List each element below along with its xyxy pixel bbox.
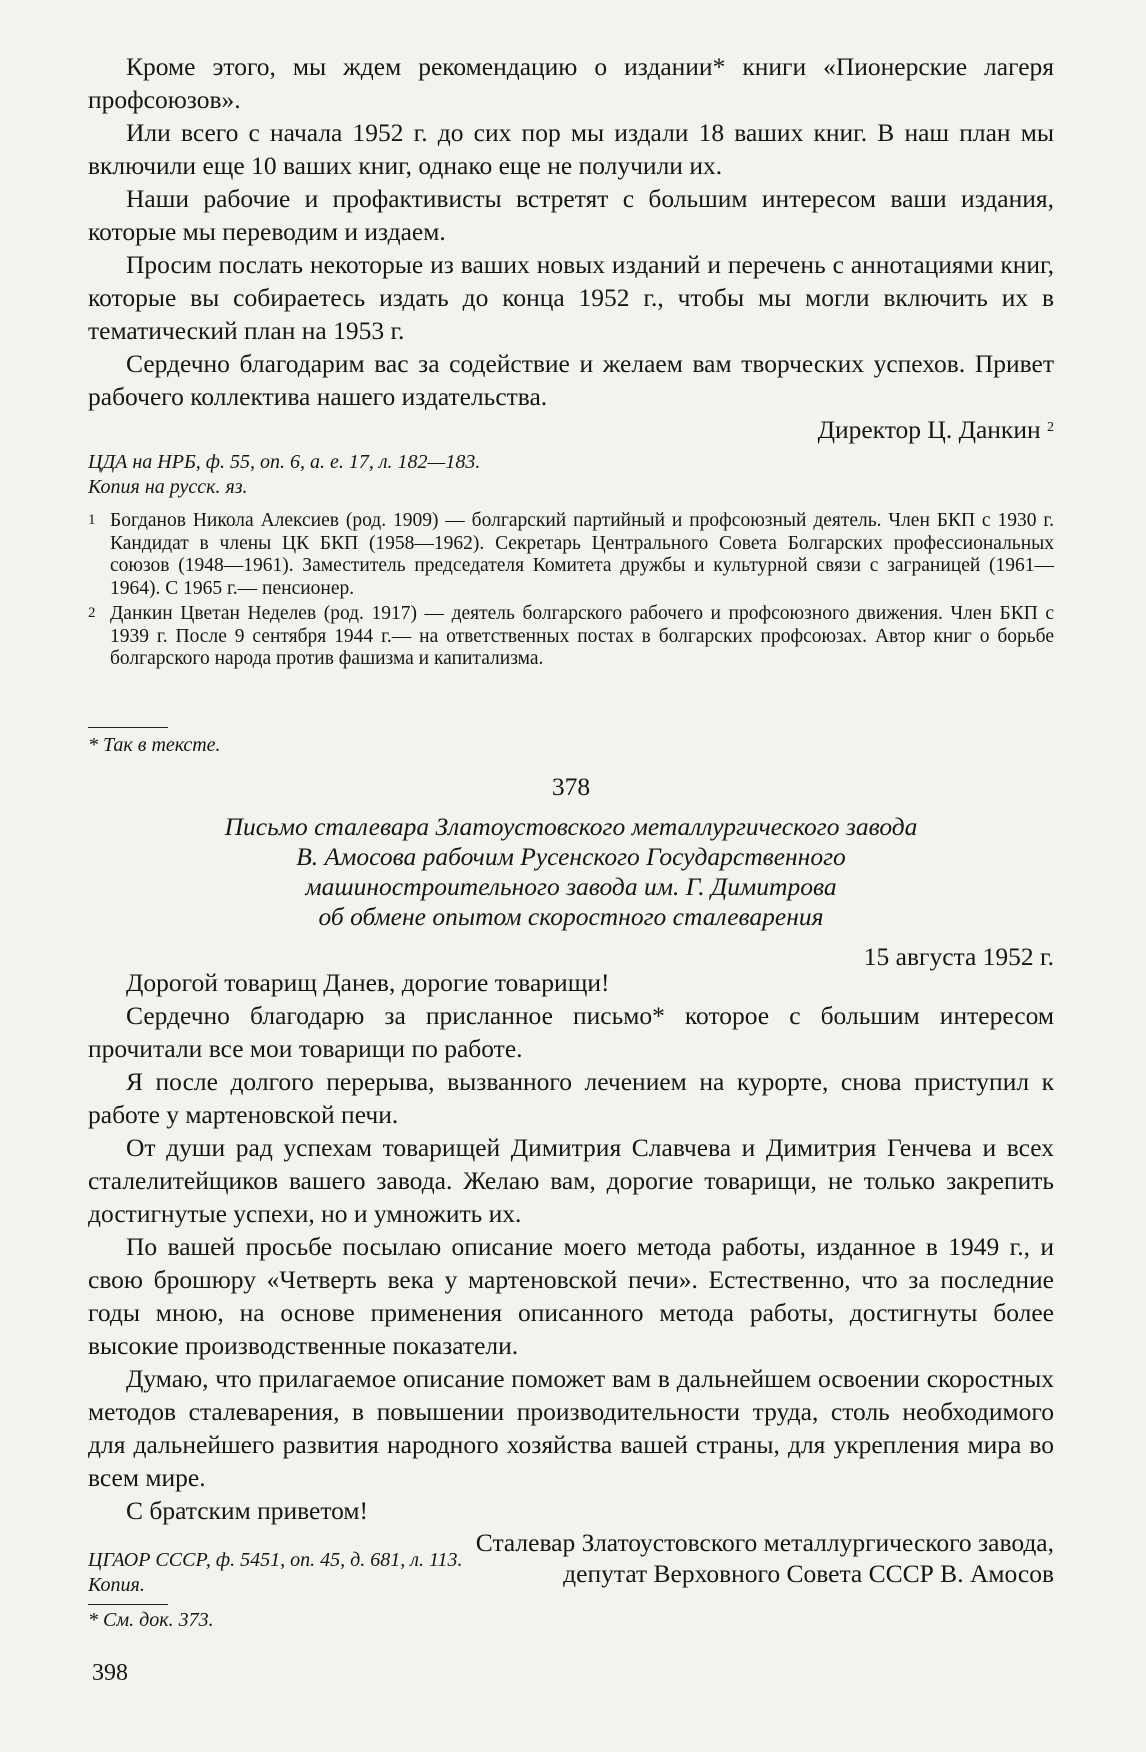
signature-378-line: Сталевар Златоустовского металлургического завода, xyxy=(475,1528,1054,1557)
document-title-line: В. Амосова рабочим Русенского Государственного xyxy=(296,842,846,871)
greeting: Дорогой товарищ Данев, дорогие товарищи! xyxy=(126,968,610,997)
document-date: 15 августа 1952 г. xyxy=(863,942,1054,971)
document-number: 378 xyxy=(551,772,591,801)
footnote xyxy=(88,510,1054,600)
asterisk-note-377: * Так в тексте. xyxy=(88,734,221,756)
document-title-line: об обмене опытом скоростного сталеварения xyxy=(318,902,824,931)
signature-378-line: депутат Верховного Совета СССР В. Амосов xyxy=(563,1559,1054,1588)
archive-reference: ЦГАОР СССР, ф. 5451, оп. 45, д. 681, л. 113. xyxy=(88,1549,463,1571)
paragraph: Наши рабочие и профактивисты встретят с большим интересом ваши издания, которые мы переводим и издаем. xyxy=(88,184,1054,246)
paragraph: Думаю, что прилагаемое описание поможет вам в дальнейшем освоении скоростных методов сталеварения, в повышении производительности труда, столь необходимого для дальнейшего развития народного хозяйства вашей страны, для укрепления мира во всем мире. xyxy=(88,1364,1054,1492)
footnote-text: Богданов Никола Алексиев (род. 1909) — болгарский партийный и профсоюзный деятель. Член БКП с 1930 г. Кандидат в члены ЦК БКП (1958—1962). Секретарь Центрального Совета Болгарских профессиональных союзов (1948—1961). Заместитель председателя Комитета дружбы и культурной связи с заграницей (1961—1964). С 1965 г.— пенсионер. xyxy=(110,510,1054,599)
paragraph: Я после долгого перерыва, вызванного лечением на курорте, снова приступил к работе у мартеновской печи. xyxy=(88,1067,1054,1129)
paragraph: Сердечно благодарю за присланное письмо* которое с большим интересом прочитали все мои товарищи по работе. xyxy=(88,1001,1054,1063)
footnote-mark: 2 xyxy=(1047,420,1054,435)
letter-378-body xyxy=(88,966,1054,1589)
source-378 xyxy=(88,1548,1054,1598)
copy-note: Копия на русск. яз. xyxy=(88,476,248,498)
signature-377: Директор Ц. Данкин $^2$ xyxy=(817,415,1054,444)
footnote xyxy=(88,603,1054,671)
paragraph: От души рад успехам товарищей Димитрия Славчева и Димитрия Генчева и всех сталелитейщиков вашего завода. Желаю вам, дорогие товарищи, не только закрепить достигнутые успехи, но и умножить их. xyxy=(88,1133,1054,1228)
footnote-text: Данкин Цветан Неделев (род. 1917) — деятель болгарского рабочего и профсоюзного движения. Член БКП с 1939 г. После 9 сентября 1944 г.— на ответственных постах в болгарских профсоюзах. Автор книг о борьбе болгарского народа против фашизма и капитализма. xyxy=(110,603,1054,669)
footnote-divider xyxy=(88,1604,168,1605)
paragraph: Сердечно благодарим вас за содействие и желаем вам творческих успехов. Привет рабочего коллектива нашего издательства. xyxy=(88,349,1054,411)
paragraph: Кроме этого, мы ждем рекомендацию о издании* книги «Пионерские лагеря профсоюзов». xyxy=(88,52,1054,114)
closing: С братским приветом! xyxy=(126,1496,369,1525)
document-378-header xyxy=(88,772,1054,972)
page-number: 398 xyxy=(92,1660,128,1686)
paragraph: Просим послать некоторые из ваших новых изданий и перечень с аннотациями книг, которые вы собираетесь издать до конца 1952 г., чтобы мы могли включить их в тематический план на 1953 г. xyxy=(88,250,1054,345)
asterisk-note-378: * См. док. 373. xyxy=(88,1609,214,1631)
footnote-divider xyxy=(88,727,168,728)
document-title-line: Письмо сталевара Златоустовского металлургического завода xyxy=(224,812,918,841)
footnote-mark: 2 xyxy=(88,605,96,621)
source-377 xyxy=(88,450,1054,500)
paragraph: Или всего с начала 1952 г. до сих пор мы издали 18 ваших книг. В наш план мы включили еще 10 ваших книг, однако еще не получили их. xyxy=(88,118,1054,180)
footnote-mark: 1 xyxy=(88,512,96,528)
archive-reference: ЦДА на НРБ, ф. 55, оп. 6, а. е. 17, л. 182—183. xyxy=(88,451,481,473)
paragraph: По вашей просьбе посылаю описание моего метода работы, изданное в 1949 г., и свою брошюру «Четверть века у мартеновской печи». Естественно, что за последние годы мною, на основе применения описанного метода работы, достигнуты более высокие производственные показатели. xyxy=(88,1232,1054,1360)
document-title-line: машиностроительного завода им. Г. Димитрова xyxy=(305,872,837,901)
letter-377-body xyxy=(88,50,1054,446)
footnotes-377 xyxy=(88,510,1054,671)
copy-note: Копия. xyxy=(88,1574,145,1596)
